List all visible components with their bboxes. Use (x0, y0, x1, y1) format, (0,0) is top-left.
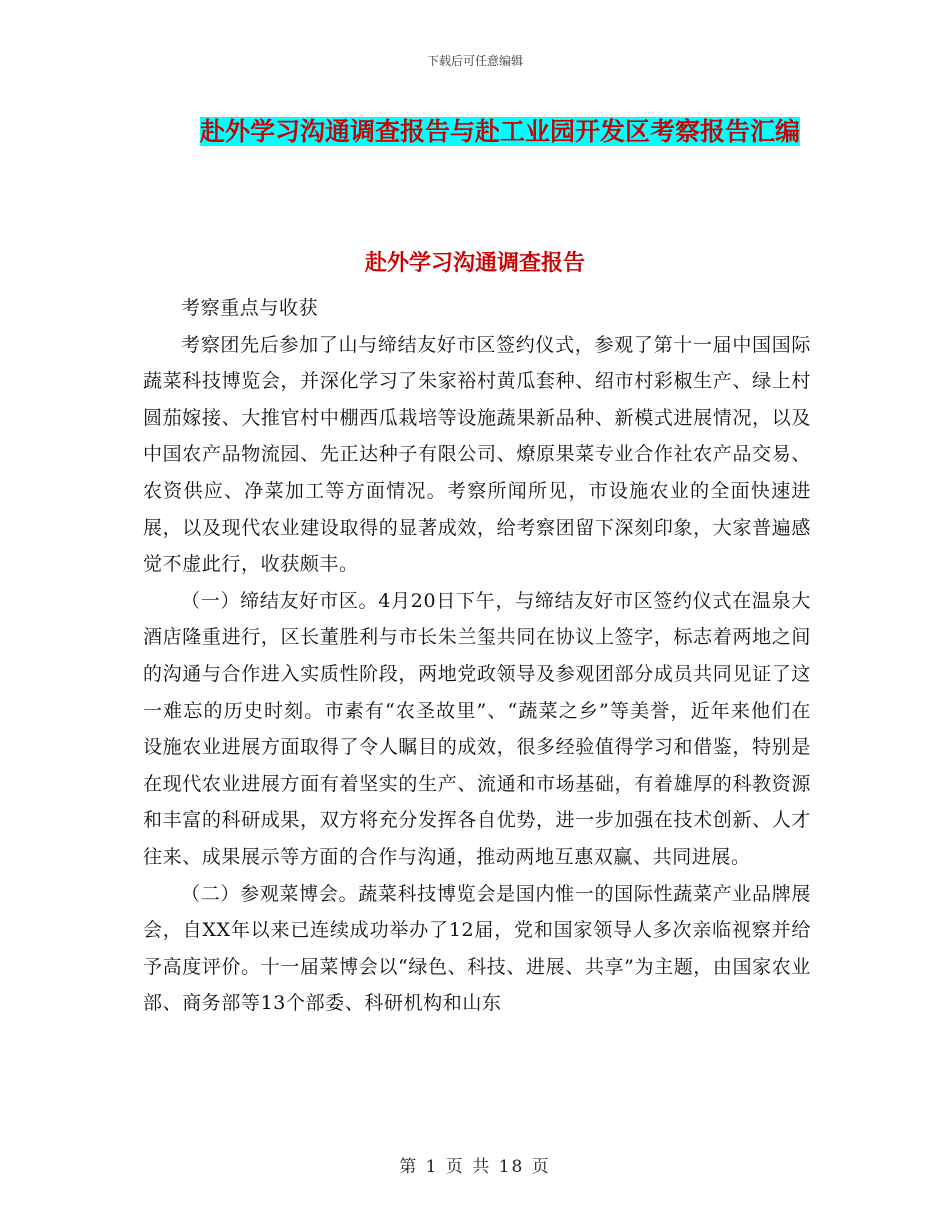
document-title (120, 108, 880, 156)
section-title: 赴外学习沟通调查报告 (364, 250, 585, 276)
paragraph: 考察团先后参加了山与缔结友好市区签约仪式，参观了第十一届中国国际蔬菜科技博览会，并深化学习了朱家裕村黄瓜套种、绍市村彩椒生产、绿上村圆茄嫁接、大推官村中棚西瓜栽培等设施蔬果新品种、新模式进展情况，以及中国农产品物流园、先正达种子有限公司、燎原果菜专业合作社农产品交易、农资供应、净菜加工等方面情况。考察所闻所见，市设施农业的全面快速进展，以及现代农业建设取得的显著成效，给考察团留下深刻印象，大家普遍感觉不虚此行，收获颇丰。 (143, 333, 811, 576)
paragraph-heading: 考察重点与收获 (181, 297, 319, 319)
page-header-note: 下载后可任意编辑 (426, 54, 523, 68)
document-title-text: 赴外学习沟通调查报告与赴工业园开发区考察报告汇编 (199, 117, 800, 146)
paragraph: （二）参观菜博会。蔬菜科技博览会是国内惟一的国际性蔬菜产业品牌展会，自XX年以来已连续成功举办了12届，党和国家领导人多次亲临视察并给予高度评价。十一届菜博会以“绿色、科技、进展、共享”为主题，由国家农业部、商务部等13个部委、科研机构和山东 (143, 882, 811, 1015)
paragraph: （一）缔结友好市区。4月20日下午，与缔结友好市区签约仪式在温泉大酒店隆重进行，区长董胜利与市长朱兰玺共同在协议上签字，标志着两地之间的沟通与合作进入实质性阶段，两地党政领导及参观团部分成员共同见证了这一难忘的历史时刻。市素有“农圣故里”、“蔬菜之乡”等美誉，近年来他们在设施农业进展方面取得了令人瞩目的成效，很多经验值得学习和借鉴，特别是在现代农业进展方面有着坚实的生产、流通和市场基础，有着雄厚的科教资源和丰富的科研成果，双方将充分发挥各自优势，进一步加强在技术创新、人才往来、成果展示等方面的合作与沟通，推动两地互惠双赢、共同进展。 (143, 589, 811, 868)
page-number: 第 1 页 共 18 页 (399, 1157, 551, 1177)
document-body (143, 290, 811, 1022)
